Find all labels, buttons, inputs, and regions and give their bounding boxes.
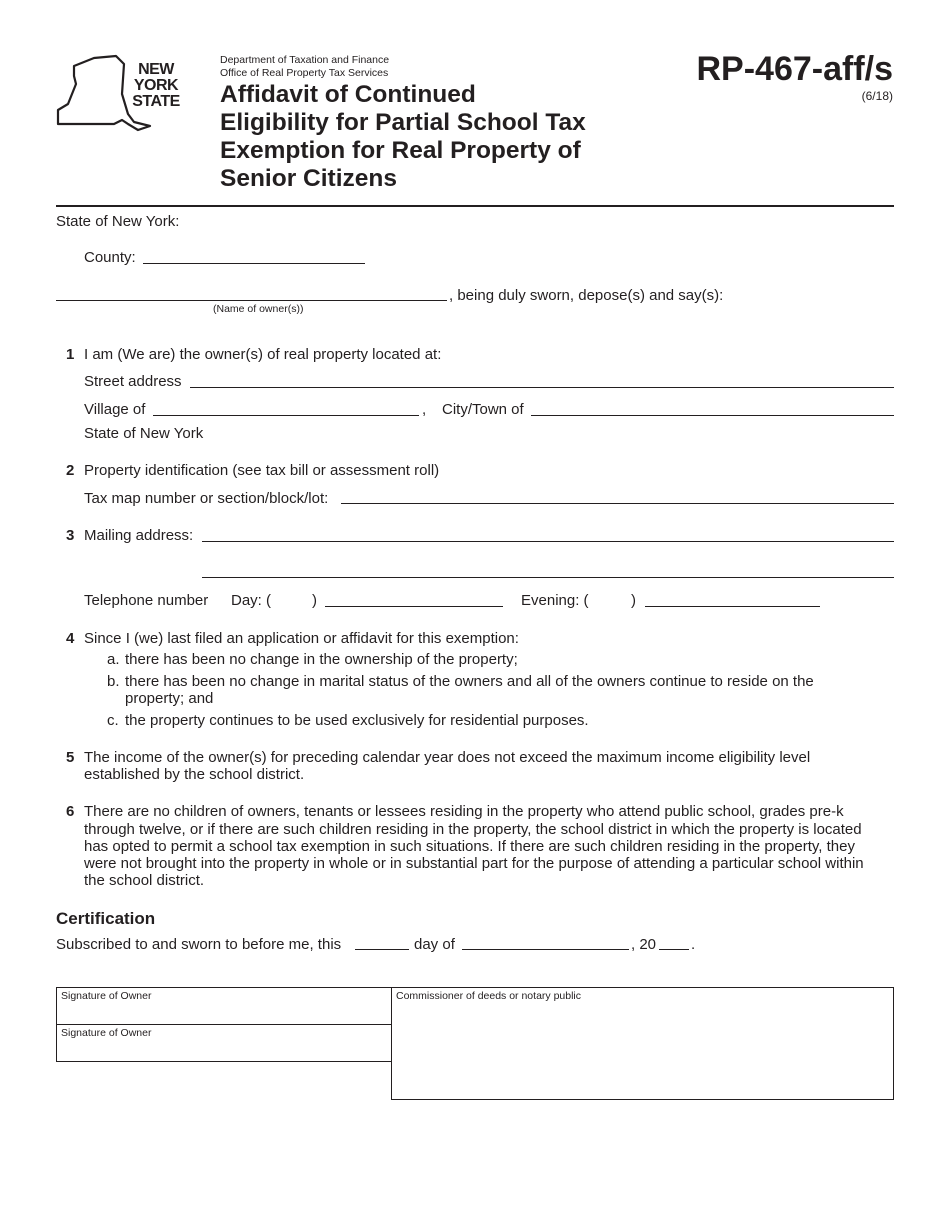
- village-label: Village of: [84, 401, 146, 418]
- item-4c-letter: c.: [107, 712, 119, 729]
- state-label: State of New York:: [56, 213, 180, 230]
- item-6-text-line1: There are no children of owners, tenants or lessees residing in the property who attend public school, grades pre-k: [84, 803, 844, 820]
- day-of-text: day of: [414, 936, 455, 953]
- item-2-text: Property identification (see tax bill or assessment roll): [84, 462, 440, 479]
- department-name: Department of Taxation and Finance: [220, 54, 390, 66]
- item-4b-text-line2: property; and: [125, 690, 214, 707]
- certification-heading: Certification: [56, 909, 156, 928]
- owner-signature-label: Signature of Owner: [61, 1027, 152, 1039]
- day-area-code-close: ): [312, 592, 317, 609]
- owner-signature-box-2[interactable]: [56, 1024, 392, 1062]
- title-line: Senior Citizens: [220, 165, 397, 192]
- item-6-text-line2: through twelve, or if there are such children residing in the property, the school district in which the property is located: [84, 821, 862, 838]
- item-number: 2: [66, 462, 75, 479]
- sworn-month-field[interactable]: [462, 949, 629, 950]
- item-6-text-line4: were not brought into the property in whole or in substantial part for the purpose of attending a particular school within: [84, 855, 864, 872]
- logo-text: [126, 62, 186, 110]
- owner-name-field[interactable]: [56, 300, 447, 301]
- county-field[interactable]: [143, 263, 365, 264]
- item-4-text: Since I (we) last filed an application or affidavit for this exemption:: [84, 630, 519, 647]
- item-5-text-line2: established by the school district.: [84, 766, 305, 783]
- period-text: .: [691, 936, 696, 953]
- mailing-address-field-1[interactable]: [202, 541, 894, 542]
- owner-signature-label: Signature of Owner: [61, 990, 152, 1002]
- form-number: RP-467-aff/s: [696, 50, 893, 88]
- item-1-text: I am (We are) the owner(s) of real property located at:: [84, 346, 442, 363]
- item-number: 5: [66, 749, 75, 766]
- mailing-address-label: Mailing address:: [84, 527, 194, 544]
- sworn-statement: , being duly sworn, depose(s) and say(s):: [449, 287, 724, 304]
- telephone-label: Telephone number: [84, 592, 209, 609]
- notary-signature-box[interactable]: [391, 987, 894, 1100]
- item-5-text-line1: The income of the owner(s) for preceding calendar year does not exceed the maximum income eligibility level: [84, 749, 811, 766]
- owner-signature-box-1[interactable]: [56, 987, 392, 1025]
- day-phone-field[interactable]: [325, 606, 503, 607]
- day-phone-label: Day: (: [231, 592, 272, 609]
- logo-word-new: NEW: [138, 61, 174, 78]
- form-revision-date: (6/18): [861, 89, 893, 103]
- item-4c-text: the property continues to be used exclusively for residential purposes.: [125, 712, 589, 729]
- logo-word-york: YORK: [133, 77, 179, 94]
- subscribed-text: Subscribed to and sworn to before me, this: [56, 936, 342, 953]
- item-4b-text-line1: there has been no change in marital status of the owners and all of the owners continue to reside on the: [125, 673, 814, 690]
- comma: ,: [422, 401, 427, 418]
- header-divider: [56, 205, 894, 207]
- notary-label: Commissioner of deeds or notary public: [396, 990, 582, 1002]
- owner-name-caption: (Name of owner(s)): [213, 303, 304, 315]
- street-address-field[interactable]: [190, 387, 894, 388]
- item-4a-letter: a.: [107, 651, 120, 668]
- nys-logo: [54, 54, 184, 134]
- city-town-label: City/Town of: [442, 401, 524, 418]
- sworn-year-field[interactable]: [659, 949, 689, 950]
- village-field[interactable]: [153, 415, 419, 416]
- sworn-day-field[interactable]: [355, 949, 409, 950]
- item-number: 6: [66, 803, 75, 820]
- item-number: 3: [66, 527, 75, 544]
- mailing-address-field-2[interactable]: [202, 577, 894, 578]
- item-number: 4: [66, 630, 75, 647]
- street-address-label: Street address: [84, 373, 182, 390]
- title-line: Affidavit of Continued: [220, 81, 476, 108]
- logo-word-state: STATE: [132, 93, 180, 110]
- city-town-field[interactable]: [531, 415, 894, 416]
- item-4a-text: there has been no change in the ownership of the property;: [125, 651, 518, 668]
- item-6-text-line5: the school district.: [84, 872, 205, 889]
- item-6-text-line3: has opted to permit a school tax exemption in such situations. If there are such children residing in the property, they: [84, 838, 855, 855]
- title-line: Eligibility for Partial School Tax: [220, 109, 586, 136]
- evening-area-code-close: ): [631, 592, 636, 609]
- evening-phone-label: Evening: (: [521, 592, 589, 609]
- county-label: County:: [84, 249, 136, 266]
- tax-map-field[interactable]: [341, 503, 894, 504]
- year-prefix-text: , 20: [631, 936, 657, 953]
- tax-map-label: Tax map number or section/block/lot:: [84, 490, 329, 507]
- evening-phone-field[interactable]: [645, 606, 820, 607]
- office-name: Office of Real Property Tax Services: [220, 67, 389, 79]
- item-4b-letter: b.: [107, 673, 120, 690]
- item-number: 1: [66, 346, 75, 363]
- title-line: Exemption for Real Property of: [220, 137, 581, 164]
- form-title: [220, 81, 586, 193]
- state-of-new-york-text: State of New York: [84, 425, 204, 442]
